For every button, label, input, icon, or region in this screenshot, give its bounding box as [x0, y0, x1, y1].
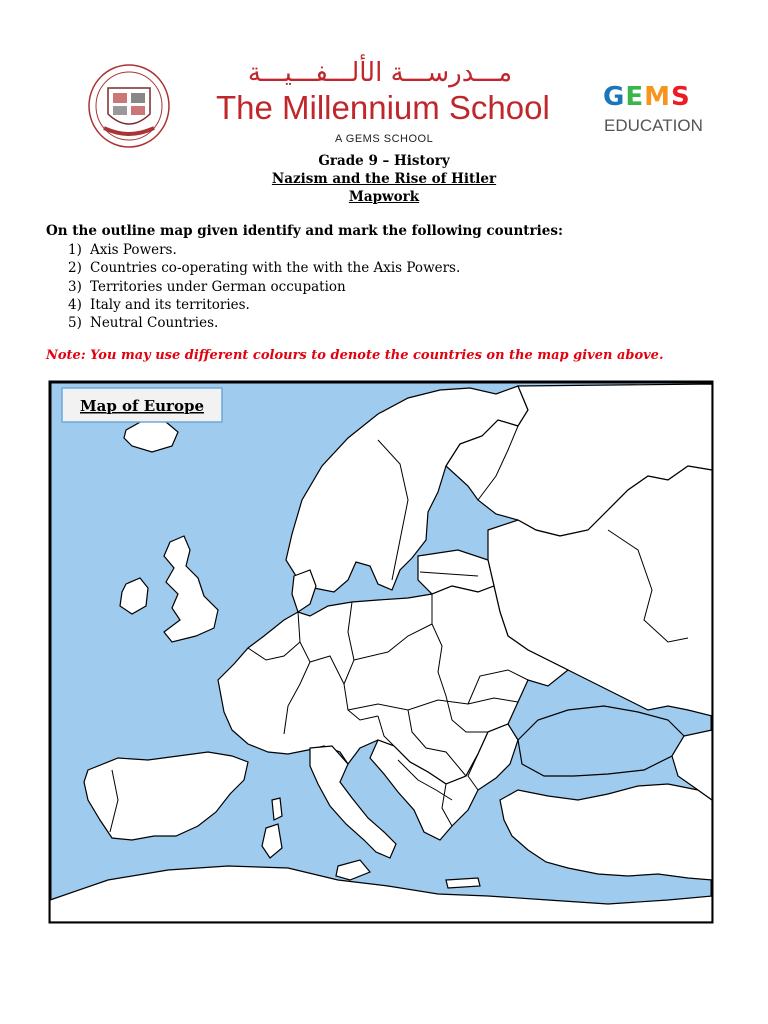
grade-title: Grade 9 – History — [318, 153, 450, 169]
list-item: 2) Countries co-operating with the with the Axis Powers. — [68, 260, 461, 277]
europe-outline-map — [48, 380, 714, 924]
instructions-list — [68, 241, 460, 332]
gems-wordmark: GEMS — [603, 82, 691, 112]
school-crest-logo — [86, 62, 172, 150]
note-text: Note: You may use different colours to denote the countries on the map given above. — [46, 348, 664, 363]
gems-education-label: EDUCATION — [604, 116, 703, 135]
worksheet-titles — [0, 152, 768, 206]
school-subtitle: A GEMS SCHOOL — [335, 133, 434, 145]
list-item: 3) Territories under German occupation — [68, 278, 346, 295]
list-item: 5) Neutral Countries. — [68, 315, 219, 332]
list-item: 1) Axis Powers. — [68, 242, 177, 258]
instructions-heading: On the outline map given identify and mark the following countries: — [46, 223, 563, 239]
section-title: Mapwork — [348, 189, 420, 205]
gems-education-logo — [603, 82, 707, 138]
school-name-arabic: مـــدرســـة الألـــفـــيـــة — [247, 58, 513, 88]
map-label: Map of Europe — [80, 397, 204, 415]
list-item: 4) Italy and its territories. — [68, 296, 250, 313]
topic-title: Nazism and the Rise of Hitler — [271, 171, 497, 187]
school-name: The Millennium School — [216, 89, 550, 126]
page-header — [0, 0, 768, 160]
